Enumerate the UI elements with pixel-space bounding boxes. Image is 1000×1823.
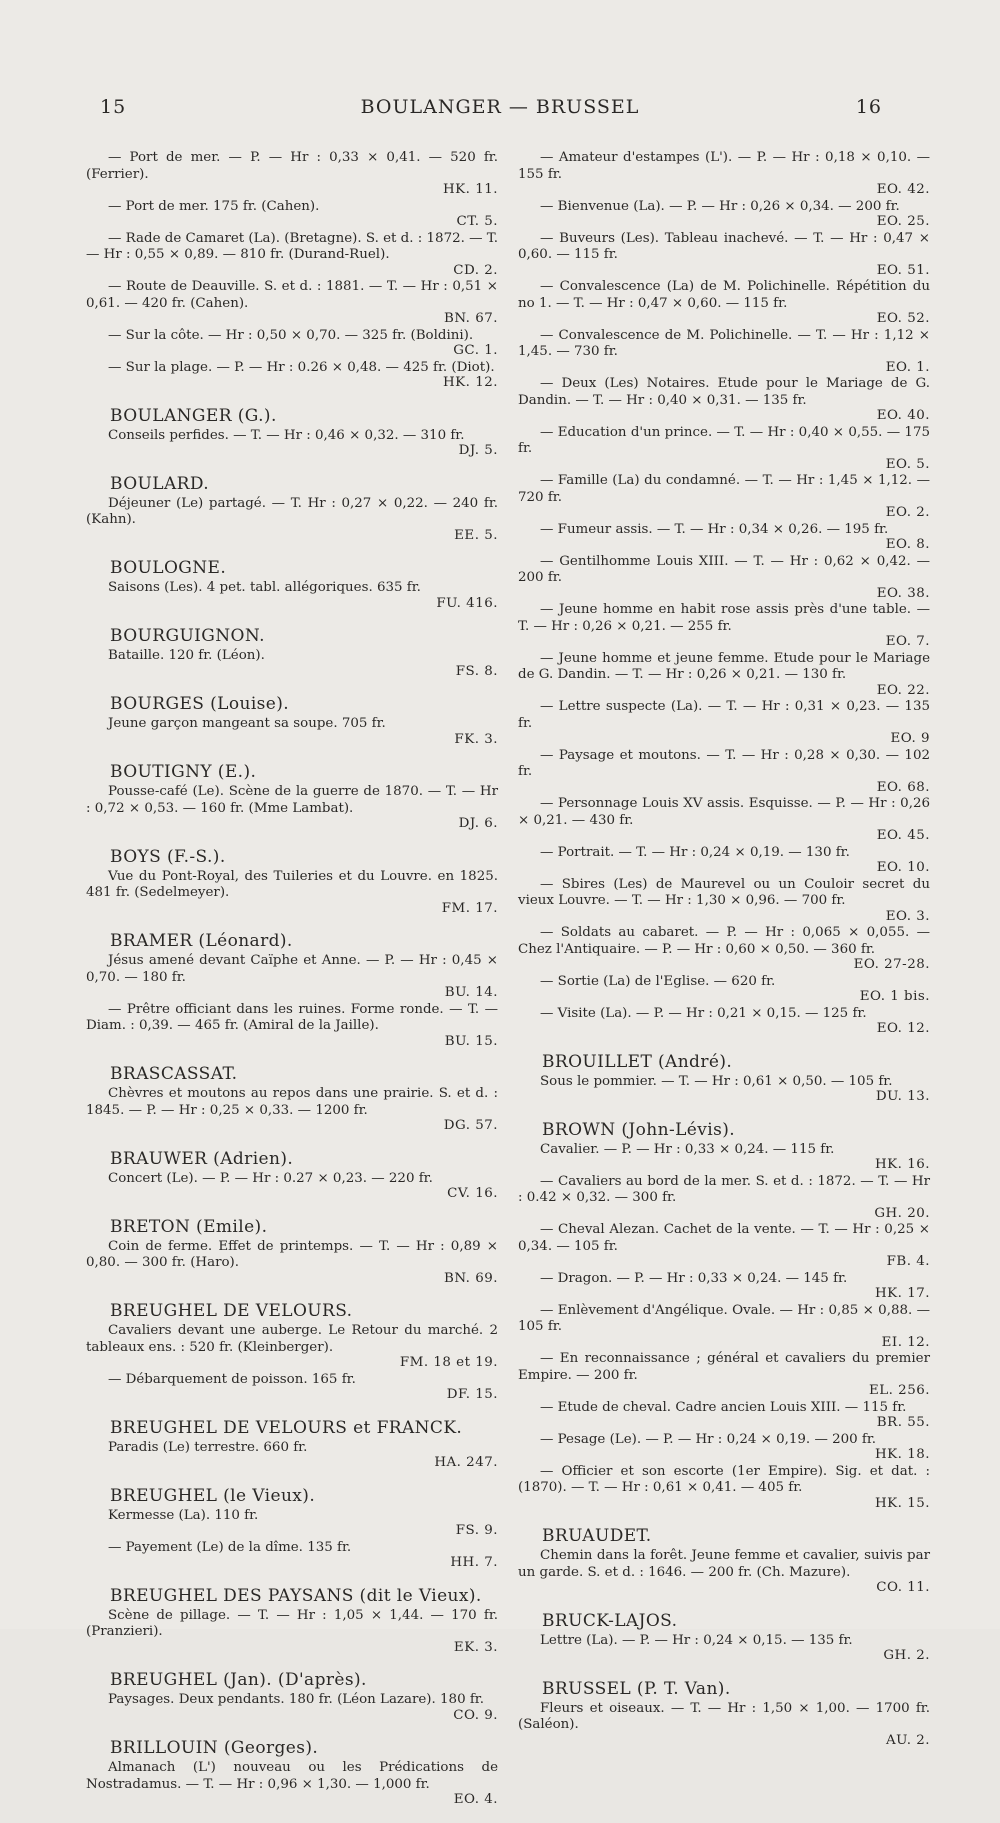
- sale-reference: EO. 10.: [876, 860, 930, 875]
- artwork-description: — Officier et son escorte (1er Empire). Sig. et dat. : (1870). — T. — Hr : 0,61 × 0,41. — 405 fr.: [518, 1463, 930, 1495]
- artwork-listing: [518, 877, 930, 926]
- sale-reference: EO. 45.: [876, 828, 930, 843]
- sale-reference: HH. 7.: [450, 1555, 498, 1570]
- artwork-description: Paradis (Le) terrestre. 660 fr.: [108, 1439, 308, 1455]
- artist-heading: BROUILLET (André).: [542, 1051, 733, 1072]
- artwork-listing: [518, 1174, 930, 1223]
- artwork-description: Conseils perfides. — T. — Hr : 0,46 × 0,32. — 310 fr.: [108, 427, 465, 443]
- artist-heading: BRUCK-LAJOS.: [542, 1610, 678, 1631]
- artwork-listing: [86, 784, 498, 833]
- artwork-description: — En reconnaissance ; général et cavaliers du premier Empire. — 200 fr.: [518, 1351, 930, 1383]
- artist-heading: BRAUWER (Adrien).: [110, 1148, 294, 1169]
- catalogue-entry: [86, 762, 498, 833]
- artwork-listing: [86, 496, 498, 545]
- artwork-listing: [86, 231, 498, 280]
- artwork-listing: [518, 1432, 930, 1464]
- sale-reference: EO. 4.: [453, 1792, 498, 1807]
- artwork-listing: [86, 648, 498, 680]
- artwork-listing: [518, 150, 930, 199]
- catalogue-entry: [86, 1738, 498, 1809]
- artwork-description: — Rade de Camaret (La). (Bretagne). S. et d. : 1872. — T. — Hr : 0,55 × 0,89. — 810 fr. (Durand-Ruel).: [86, 230, 498, 262]
- artist-heading: BOULOGNE.: [110, 558, 227, 578]
- artwork-description: — Sbires (Les) de Maurevel ou un Couloir secret du vieux Louvre. — T. — Hr : 1,30 × 0,96. — 700 fr.: [518, 876, 930, 908]
- sale-reference: EO. 1 bis.: [859, 989, 930, 1004]
- artwork-listing: [518, 1142, 930, 1174]
- sale-reference: CO. 11.: [876, 1580, 930, 1595]
- sale-reference: AU. 2.: [885, 1732, 930, 1748]
- catalogue-entry: [86, 847, 498, 918]
- artwork-listing: [518, 473, 930, 522]
- artist-heading: BOURGUIGNON.: [110, 626, 265, 646]
- artwork-description: Fleurs et oiseaux. — T. — Hr : 1,50 × 1,00. — 1700 fr. (Saléon).: [518, 1700, 930, 1732]
- artwork-description: Cavalier. — P. — Hr : 0,33 × 0,24. — 115 fr.: [540, 1141, 835, 1157]
- artwork-description: — Payement (Le) de la dîme. 135 fr.: [108, 1539, 352, 1555]
- artist-heading: BRETON (Emile).: [110, 1216, 268, 1237]
- catalogue-entry: [86, 1064, 498, 1135]
- artwork-listing: [86, 1440, 498, 1472]
- catalogue-entry: [86, 558, 498, 612]
- sale-reference: EO. 2.: [885, 505, 930, 520]
- artwork-listing: [86, 199, 498, 231]
- artwork-description: Kermesse (La). 110 fr.: [108, 1507, 259, 1523]
- catalogue-entry: [86, 626, 498, 680]
- sale-reference: DU. 13.: [875, 1089, 930, 1104]
- sale-reference: EO. 40.: [876, 408, 930, 423]
- artwork-description: — Personnage Louis XV assis. Esquisse. — P. — Hr : 0,26 × 0,21. — 430 fr.: [518, 796, 930, 828]
- sale-reference: EO. 25.: [876, 214, 930, 229]
- sale-reference: EO. 42.: [876, 182, 930, 197]
- sale-reference: EO. 52.: [876, 311, 930, 326]
- sale-reference: BU. 15.: [444, 1033, 498, 1049]
- artwork-description: Almanach (L') nouveau ou les Prédications de Nostradamus. — T. — Hr : 0,96 × 1,30. — 1,000 fr.: [86, 1760, 498, 1792]
- sale-reference: EO. 68.: [876, 779, 930, 795]
- artwork-listing: [86, 1171, 498, 1203]
- catalogue-entry: [86, 1670, 498, 1724]
- artwork-description: Jeune garçon mangeant sa soupe. 705 fr.: [108, 716, 386, 731]
- sale-reference: CT. 5.: [456, 214, 498, 229]
- artist-heading: BRASCASSAT.: [110, 1064, 238, 1084]
- sale-reference: FK. 3.: [454, 731, 498, 747]
- artwork-description: Déjeuner (Le) partagé. — T. Hr : 0,27 × 0,22. — 240 fr. (Kahn).: [86, 495, 498, 527]
- artwork-description: Scène de pillage. — T. — Hr : 1,05 × 1,44. — 170 fr. (Pranzieri).: [86, 1607, 498, 1639]
- artwork-listing: [518, 199, 930, 231]
- artist-heading: BOURGES (Louise).: [110, 694, 290, 714]
- artist-heading: BREUGHEL (Jan). (D'après).: [110, 1670, 367, 1690]
- sale-reference: FB. 4.: [886, 1254, 930, 1269]
- catalogue-entry: [86, 1486, 498, 1572]
- artwork-description: Lettre (La). — P. — Hr : 0,24 × 0,15. — 135 fr.: [540, 1632, 853, 1648]
- left-column: [86, 150, 498, 1823]
- artwork-listing: [518, 1351, 930, 1400]
- sale-reference: HA. 247.: [434, 1455, 498, 1470]
- artist-heading: BRAMER (Léonard).: [110, 931, 293, 951]
- artwork-description: — Prêtre officiant dans les ruines. Forme ronde. — T. — Diam. : 0,39. — 465 fr. (Amiral de la Jaille).: [86, 1001, 498, 1033]
- artwork-description: Cavaliers devant une auberge. Le Retour du marché. 2 tableaux ens. : 520 fr. (Kleinberger).: [86, 1323, 498, 1355]
- sale-reference: EE. 5.: [454, 527, 498, 543]
- sale-reference: DJ. 6.: [458, 816, 498, 831]
- artwork-listing: [86, 428, 498, 460]
- artwork-listing: [86, 1086, 498, 1135]
- sale-reference: GH. 20.: [874, 1205, 930, 1221]
- sale-reference: DJ. 5.: [458, 443, 498, 458]
- catalogue-entry: [86, 406, 498, 460]
- artwork-description: — Pesage (Le). — P. — Hr : 0,24 × 0,19. — 200 fr.: [540, 1431, 877, 1447]
- artwork-listing: [518, 1006, 930, 1038]
- artwork-description: Sous le pommier. — T. — Hr : 0,61 × 0,50. — 105 fr.: [540, 1073, 893, 1089]
- artwork-description: — Portrait. — T. — Hr : 0,24 × 0,19. — 130 fr.: [540, 844, 850, 860]
- sale-reference: EK. 3.: [453, 1639, 498, 1655]
- artwork-description: — Cavaliers au bord de la mer. S. et d. : 1872. — T. — Hr : 0.42 × 0,32. — 300 fr.: [518, 1173, 930, 1205]
- artwork-description: — Convalescence de M. Polichinelle. — T. — Hr : 1,12 × 1,45. — 730 fr.: [518, 327, 930, 359]
- artist-heading: BREUGHEL DE VELOURS et FRANCK.: [110, 1417, 463, 1438]
- sale-reference: HK. 17.: [875, 1286, 930, 1301]
- artwork-listing: [86, 1692, 498, 1724]
- artwork-listing: [518, 1400, 930, 1432]
- sale-reference: EO. 7.: [885, 634, 930, 649]
- artist-heading: BRILLOUIN (Georges).: [110, 1738, 319, 1758]
- artist-heading: BROWN (John-Lévis).: [542, 1119, 736, 1140]
- artwork-listing: [518, 974, 930, 1006]
- artwork-listing: [86, 360, 498, 392]
- sale-reference: FS. 8.: [455, 663, 498, 679]
- artwork-listing: [518, 1548, 930, 1597]
- artwork-description: — Enlèvement d'Angélique. Ovale. — Hr : 0,85 × 0,88. — 105 fr.: [518, 1302, 930, 1334]
- artwork-listing: [518, 796, 930, 845]
- sale-reference: EO. 1.: [885, 359, 930, 375]
- artist-heading: BOUTIGNY (E.).: [110, 762, 257, 782]
- artwork-listing: [518, 231, 930, 280]
- sale-reference: CD. 2.: [453, 262, 498, 278]
- artwork-description: — Port de mer. 175 fr. (Cahen).: [108, 198, 320, 214]
- sale-reference: HK. 18.: [875, 1447, 930, 1462]
- artwork-description: — Soldats au cabaret. — P. — Hr : 0,065 × 0,055. — Chez l'Antiquaire. — P. — Hr : 0,60 × 0,50. — 360 fr.: [518, 925, 930, 957]
- artwork-listing: [518, 1464, 930, 1513]
- catalogue-entry: [518, 1052, 930, 1106]
- catalogue-entry: [86, 1301, 498, 1404]
- artist-heading: BREUGHEL DE VELOURS.: [110, 1301, 353, 1321]
- artwork-listing: [518, 279, 930, 328]
- sale-reference: EO. 51.: [876, 262, 930, 278]
- sale-reference: DG. 57.: [443, 1118, 498, 1133]
- artwork-listing: [86, 1002, 498, 1051]
- artwork-listing: [86, 1372, 498, 1404]
- sale-reference: HK. 12.: [443, 375, 498, 390]
- artwork-listing: [518, 925, 930, 974]
- artwork-description: — Jeune homme et jeune femme. Etude pour le Mariage de G. Dandin. — T. — Hr : 0,26 × 0,21. — 130 fr.: [518, 650, 930, 682]
- artwork-description: Bataille. 120 fr. (Léon).: [108, 648, 265, 663]
- catalogue-entry: [86, 150, 498, 392]
- catalogue-entry: [86, 474, 498, 545]
- sale-reference: EI. 12.: [881, 1334, 930, 1350]
- artwork-description: — Convalescence (La) de M. Polichinelle. Répétition du no 1. — T. — Hr : 0,47 × 0,60. — 115 fr.: [518, 279, 930, 311]
- artwork-listing: [518, 376, 930, 425]
- artwork-description: — Paysage et moutons. — T. — Hr : 0,28 × 0,30. — 102 fr.: [518, 747, 930, 779]
- artwork-description: Chèvres et moutons au repos dans une prairie. S. et d. : 1845. — P. — Hr : 0,25 × 0,33. — 1200 fr.: [86, 1086, 498, 1118]
- sale-reference: HK. 15.: [875, 1495, 930, 1511]
- artwork-description: — Sur la plage. — P. — Hr : 0.26 × 0,48. — 425 fr. (Diot).: [108, 359, 495, 375]
- artwork-listing: [86, 869, 498, 918]
- artwork-listing: [86, 1540, 498, 1572]
- artwork-listing: [518, 1074, 930, 1106]
- sale-reference: EL. 256.: [869, 1383, 930, 1398]
- artwork-description: — Fumeur assis. — T. — Hr : 0,34 × 0,26. — 195 fr.: [540, 521, 889, 537]
- artwork-description: — Education d'un prince. — T. — Hr : 0,40 × 0,55. — 175 fr.: [518, 424, 930, 456]
- artwork-listing: [86, 953, 498, 1002]
- artwork-listing: [86, 150, 498, 199]
- catalogue-entry: [518, 150, 930, 1038]
- right-column: [518, 150, 930, 1763]
- artwork-listing: [518, 1633, 930, 1665]
- artwork-description: Paysages. Deux pendants. 180 fr. (Léon Lazare). 180 fr.: [108, 1692, 484, 1707]
- artwork-description: — Sur la côte. — Hr : 0,50 × 0,70. — 325 fr. (Boldini).: [108, 327, 474, 343]
- artwork-listing: [86, 716, 498, 748]
- artwork-listing: [518, 748, 930, 797]
- sale-reference: FU. 416.: [436, 595, 498, 611]
- artwork-listing: [86, 1608, 498, 1657]
- artwork-listing: [518, 699, 930, 748]
- sale-reference: BR. 55.: [876, 1415, 930, 1430]
- artwork-listing: [518, 845, 930, 877]
- catalogue-entry: [86, 931, 498, 1050]
- left-page-number: 15: [100, 96, 127, 118]
- sale-reference: BU. 14.: [444, 985, 498, 1000]
- artwork-listing: [86, 1323, 498, 1372]
- catalogue-entry: [86, 1418, 498, 1472]
- artwork-description: — Débarquement de poisson. 165 fr.: [108, 1371, 356, 1387]
- sale-reference: DF. 15.: [446, 1387, 498, 1402]
- artwork-listing: [86, 1508, 498, 1540]
- artwork-description: — Etude de cheval. Cadre ancien Louis XIII. — 115 fr.: [540, 1399, 907, 1415]
- sale-reference: HK. 11.: [443, 182, 498, 197]
- artwork-listing: [518, 602, 930, 651]
- artwork-listing: [518, 1271, 930, 1303]
- artwork-listing: [86, 1760, 498, 1809]
- sale-reference: BN. 69.: [443, 1270, 498, 1286]
- sale-reference: EO. 38.: [876, 585, 930, 601]
- artwork-description: Saisons (Les). 4 pet. tabl. allégoriques. 635 fr.: [108, 580, 421, 595]
- artwork-description: Jésus amené devant Caïphe et Anne. — P. — Hr : 0,45 × 0,70. — 180 fr.: [86, 953, 498, 985]
- artist-heading: BOULANGER (G.).: [110, 405, 277, 426]
- catalogue-entry: [518, 1120, 930, 1513]
- sale-reference: EO. 3.: [885, 908, 930, 924]
- artwork-listing: [86, 580, 498, 612]
- artwork-description: — Route de Deauville. S. et d. : 1881. — T. — Hr : 0,51 × 0,61. — 420 fr. (Cahen).: [86, 279, 498, 311]
- artwork-description: — Visite (La). — P. — Hr : 0,21 × 0,15. — 125 fr.: [540, 1005, 867, 1021]
- artwork-description: Chemin dans la forêt. Jeune femme et cavalier, suivis par un garde. S. et d. : 1646. — 200 fr. (Ch. Mazure).: [518, 1548, 930, 1580]
- artwork-description: — Deux (Les) Notaires. Etude pour le Mariage de G. Dandin. — T. — Hr : 0,40 × 0,31. — 135 fr.: [518, 376, 930, 408]
- artwork-description: — Sortie (La) de l'Eglise. — 620 fr.: [540, 973, 776, 989]
- sale-reference: GH. 2.: [883, 1648, 930, 1663]
- sale-reference: EO. 22.: [876, 682, 930, 698]
- sale-reference: BN. 67.: [443, 311, 498, 326]
- sale-reference: EO. 9: [890, 731, 930, 746]
- artwork-description: Pousse-café (Le). Scène de la guerre de 1870. — T. — Hr : 0,72 × 0,53. — 160 fr. (Mme Lambat).: [86, 784, 498, 816]
- catalogue-entry: [86, 1586, 498, 1657]
- artwork-listing: [518, 554, 930, 603]
- artwork-description: — Amateur d'estampes (L'). — P. — Hr : 0,18 × 0,10. — 155 fr.: [518, 150, 930, 182]
- artwork-listing: [518, 1701, 930, 1750]
- artwork-description: — Gentilhomme Louis XIII. — T. — Hr : 0,62 × 0,42. — 200 fr.: [518, 553, 930, 585]
- artwork-description: Coin de ferme. Effet de printemps. — T. — Hr : 0,89 × 0,80. — 300 fr. (Haro).: [86, 1238, 498, 1270]
- artist-heading: BREUGHEL (le Vieux).: [110, 1485, 316, 1506]
- artwork-listing: [518, 651, 930, 700]
- sale-reference: FM. 18 et 19.: [399, 1355, 498, 1370]
- artist-heading: BRUAUDET.: [542, 1526, 652, 1546]
- artwork-listing: [518, 328, 930, 377]
- catalogue-entry: [86, 694, 498, 748]
- sale-reference: HK. 16.: [875, 1157, 930, 1172]
- artwork-listing: [86, 328, 498, 360]
- sale-reference: EO. 12.: [876, 1021, 930, 1036]
- artwork-description: — Dragon. — P. — Hr : 0,33 × 0,24. — 145 fr.: [540, 1270, 848, 1286]
- sale-reference: GC. 1.: [453, 343, 498, 358]
- artwork-description: — Cheval Alezan. Cachet de la vente. — T. — Hr : 0,25 × 0,34. — 105 fr.: [518, 1222, 930, 1254]
- catalogue-entry: [518, 1526, 930, 1597]
- artist-heading: BOULARD.: [110, 473, 210, 494]
- artwork-description: — Bienvenue (La). — P. — Hr : 0,26 × 0,34. — 200 fr.: [540, 198, 900, 214]
- artist-heading: BRUSSEL (P. T. Van).: [542, 1678, 731, 1699]
- catalogue-entry: [86, 1149, 498, 1203]
- artwork-description: — Port de mer. — P. — Hr : 0,33 × 0,41. — 520 fr. (Ferrier).: [86, 150, 498, 182]
- sale-reference: FS. 9.: [455, 1523, 498, 1538]
- sale-reference: EO. 5.: [885, 456, 930, 472]
- running-title: BOULANGER — BRUSSEL: [360, 96, 640, 118]
- artwork-listing: [518, 1303, 930, 1352]
- artwork-description: Vue du Pont-Royal, des Tuileries et du Louvre. en 1825. 481 fr. (Sedelmeyer).: [86, 868, 498, 900]
- artwork-listing: [518, 522, 930, 554]
- artwork-description: Concert (Le). — P. — Hr : 0.27 × 0,23. — 220 fr.: [108, 1170, 433, 1186]
- sale-reference: CV. 16.: [447, 1186, 498, 1201]
- artwork-listing: [518, 425, 930, 474]
- artwork-description: — Lettre suspecte (La). — T. — Hr : 0,31 × 0,23. — 135 fr.: [518, 699, 930, 731]
- sale-reference: FM. 17.: [441, 900, 498, 916]
- catalogue-entry: [86, 1217, 498, 1288]
- artwork-listing: [86, 279, 498, 328]
- catalogue-entry: [518, 1679, 930, 1750]
- artwork-description: — Famille (La) du condamné. — T. — Hr : 1,45 × 1,12. — 720 fr.: [518, 473, 930, 505]
- artwork-description: — Jeune homme en habit rose assis près d'une table. — T. — Hr : 0,26 × 0,21. — 255 fr.: [518, 602, 930, 634]
- artist-heading: BOYS (F.-S.).: [110, 846, 226, 867]
- artist-heading: BREUGHEL DES PAYSANS (dit le Vieux).: [110, 1585, 482, 1606]
- right-page-number: 16: [855, 96, 882, 118]
- artwork-listing: [518, 1222, 930, 1271]
- catalogue-entry: [518, 1611, 930, 1665]
- artwork-listing: [86, 1239, 498, 1288]
- artwork-description: — Buveurs (Les). Tableau inachevé. — T. — Hr : 0,47 × 0,60. — 115 fr.: [518, 230, 930, 262]
- sale-reference: EO. 27-28.: [853, 957, 930, 972]
- sale-reference: EO. 8.: [885, 537, 930, 552]
- sale-reference: CO. 9.: [453, 1707, 498, 1723]
